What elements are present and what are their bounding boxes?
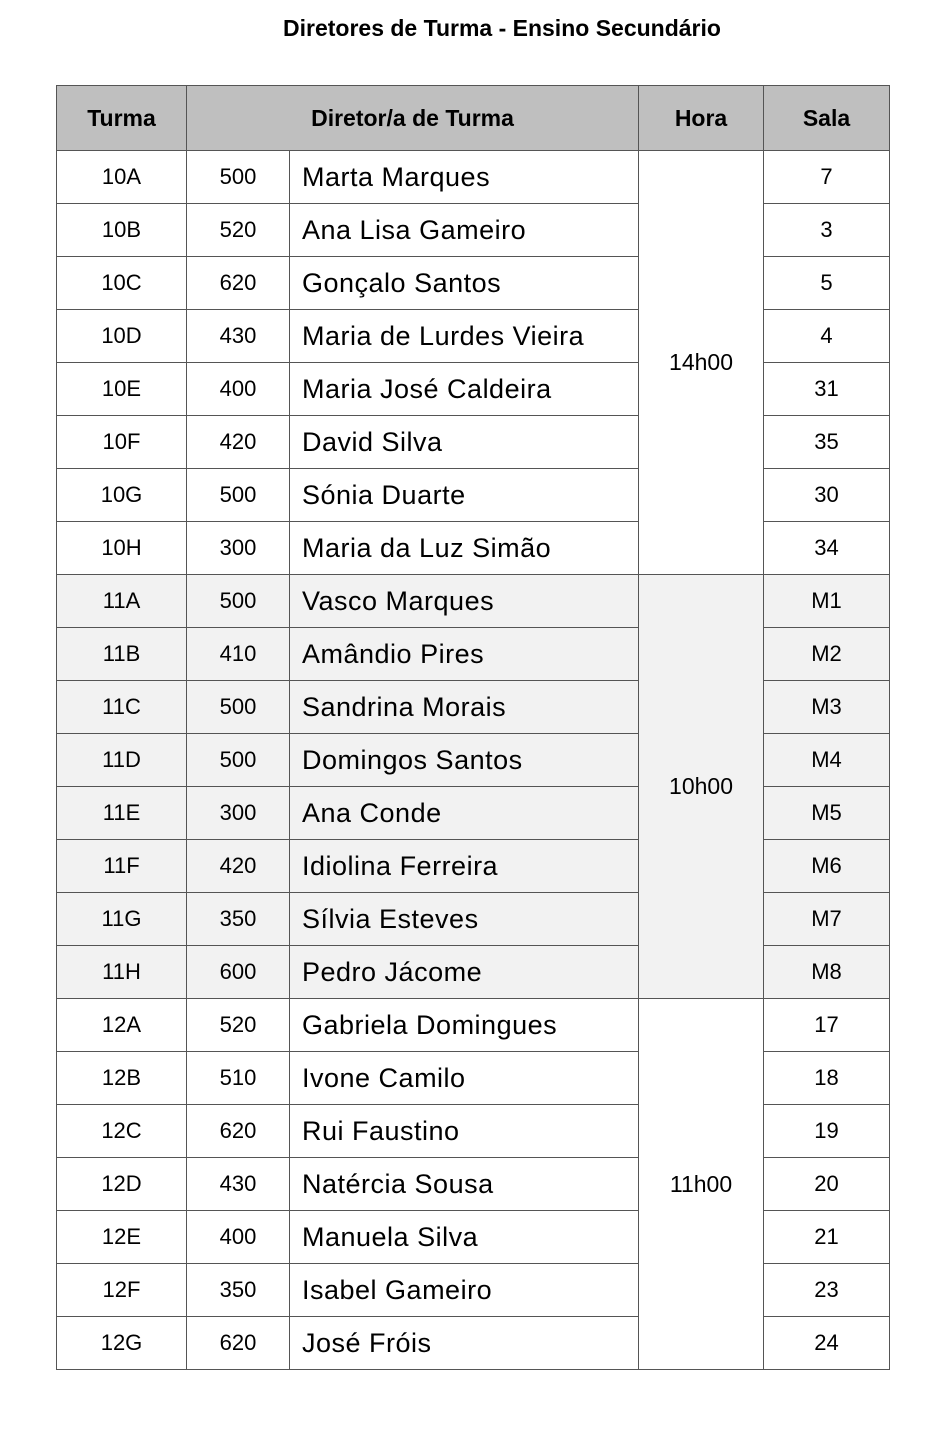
turma-cell: 11E (57, 787, 187, 840)
table-row (57, 1052, 890, 1105)
table-row (57, 363, 890, 416)
numero-cell: 500 (187, 151, 290, 204)
numero-cell: 620 (187, 1317, 290, 1370)
table-row (57, 1105, 890, 1158)
hora-cell: 14h00 (639, 151, 764, 575)
sala-cell: M7 (764, 893, 890, 946)
turma-cell: 10E (57, 363, 187, 416)
diretor-cell: Sónia Duarte (290, 469, 639, 522)
table-row (57, 840, 890, 893)
turma-cell: 12E (57, 1211, 187, 1264)
diretor-cell: José Fróis (290, 1317, 639, 1370)
table-body (57, 151, 890, 1370)
sala-cell: M3 (764, 681, 890, 734)
diretor-cell: Isabel Gameiro (290, 1264, 639, 1317)
table-row (57, 999, 890, 1052)
diretor-cell: Amândio Pires (290, 628, 639, 681)
table-row (57, 257, 890, 310)
table-row (57, 1211, 890, 1264)
sala-cell: 35 (764, 416, 890, 469)
numero-cell: 430 (187, 1158, 290, 1211)
numero-cell: 420 (187, 840, 290, 893)
numero-cell: 350 (187, 1264, 290, 1317)
table-row (57, 416, 890, 469)
table-row (57, 946, 890, 999)
turma-cell: 10A (57, 151, 187, 204)
diretor-cell: Ivone Camilo (290, 1052, 639, 1105)
turma-cell: 10B (57, 204, 187, 257)
hora-cell: 11h00 (639, 999, 764, 1370)
turma-cell: 12F (57, 1264, 187, 1317)
diretor-cell: Sílvia Esteves (290, 893, 639, 946)
numero-cell: 510 (187, 1052, 290, 1105)
turma-cell: 11G (57, 893, 187, 946)
numero-cell: 620 (187, 1105, 290, 1158)
numero-cell: 600 (187, 946, 290, 999)
table-row (57, 893, 890, 946)
turma-cell: 10F (57, 416, 187, 469)
sala-cell: 5 (764, 257, 890, 310)
numero-cell: 430 (187, 310, 290, 363)
diretor-cell: Ana Conde (290, 787, 639, 840)
sala-cell: 17 (764, 999, 890, 1052)
turma-cell: 10D (57, 310, 187, 363)
header-hora: Hora (639, 86, 764, 151)
diretor-cell: Vasco Marques (290, 575, 639, 628)
turma-cell: 12D (57, 1158, 187, 1211)
table-row (57, 787, 890, 840)
sala-cell: 4 (764, 310, 890, 363)
diretor-cell: Maria de Lurdes Vieira (290, 310, 639, 363)
table-row (57, 628, 890, 681)
sala-cell: 7 (764, 151, 890, 204)
diretor-cell: David Silva (290, 416, 639, 469)
numero-cell: 400 (187, 363, 290, 416)
numero-cell: 300 (187, 787, 290, 840)
table-row (57, 575, 890, 628)
sala-cell: 30 (764, 469, 890, 522)
diretor-cell: Manuela Silva (290, 1211, 639, 1264)
table-row (57, 1264, 890, 1317)
numero-cell: 420 (187, 416, 290, 469)
table-row (57, 734, 890, 787)
numero-cell: 400 (187, 1211, 290, 1264)
sala-cell: M5 (764, 787, 890, 840)
turma-cell: 10C (57, 257, 187, 310)
turma-cell: 10G (57, 469, 187, 522)
directors-table (56, 85, 890, 1370)
turma-cell: 11F (57, 840, 187, 893)
header-row (57, 86, 890, 151)
diretor-cell: Rui Faustino (290, 1105, 639, 1158)
diretor-cell: Gabriela Domingues (290, 999, 639, 1052)
turma-cell: 12C (57, 1105, 187, 1158)
table-row (57, 204, 890, 257)
diretor-cell: Maria José Caldeira (290, 363, 639, 416)
table-row (57, 151, 890, 204)
diretor-cell: Idiolina Ferreira (290, 840, 639, 893)
hora-cell: 10h00 (639, 575, 764, 999)
sala-cell: 34 (764, 522, 890, 575)
numero-cell: 520 (187, 204, 290, 257)
numero-cell: 520 (187, 999, 290, 1052)
sala-cell: 3 (764, 204, 890, 257)
sala-cell: M8 (764, 946, 890, 999)
sala-cell: 24 (764, 1317, 890, 1370)
diretor-cell: Marta Marques (290, 151, 639, 204)
turma-cell: 11C (57, 681, 187, 734)
turma-cell: 10H (57, 522, 187, 575)
turma-cell: 12A (57, 999, 187, 1052)
numero-cell: 500 (187, 734, 290, 787)
table-row (57, 469, 890, 522)
turma-cell: 12B (57, 1052, 187, 1105)
header-diretor: Diretor/a de Turma (187, 86, 639, 151)
sala-cell: M6 (764, 840, 890, 893)
numero-cell: 500 (187, 681, 290, 734)
diretor-cell: Ana Lisa Gameiro (290, 204, 639, 257)
sala-cell: 31 (764, 363, 890, 416)
header-turma: Turma (57, 86, 187, 151)
sala-cell: 23 (764, 1264, 890, 1317)
turma-cell: 12G (57, 1317, 187, 1370)
table-row (57, 522, 890, 575)
numero-cell: 620 (187, 257, 290, 310)
diretor-cell: Pedro Jácome (290, 946, 639, 999)
numero-cell: 350 (187, 893, 290, 946)
page-title: Diretores de Turma - Ensino Secundário (283, 15, 721, 41)
sala-cell: M1 (764, 575, 890, 628)
turma-cell: 11A (57, 575, 187, 628)
diretor-cell: Gonçalo Santos (290, 257, 639, 310)
sala-cell: M4 (764, 734, 890, 787)
header-sala: Sala (764, 86, 890, 151)
diretor-cell: Maria da Luz Simão (290, 522, 639, 575)
turma-cell: 11H (57, 946, 187, 999)
sala-cell: 19 (764, 1105, 890, 1158)
table-row (57, 1317, 890, 1370)
sala-cell: 20 (764, 1158, 890, 1211)
numero-cell: 410 (187, 628, 290, 681)
sala-cell: M2 (764, 628, 890, 681)
numero-cell: 500 (187, 469, 290, 522)
diretor-cell: Sandrina Morais (290, 681, 639, 734)
turma-cell: 11B (57, 628, 187, 681)
table-row (57, 1158, 890, 1211)
numero-cell: 300 (187, 522, 290, 575)
sala-cell: 18 (764, 1052, 890, 1105)
diretor-cell: Natércia Sousa (290, 1158, 639, 1211)
table-row (57, 310, 890, 363)
numero-cell: 500 (187, 575, 290, 628)
sala-cell: 21 (764, 1211, 890, 1264)
turma-cell: 11D (57, 734, 187, 787)
table-row (57, 681, 890, 734)
diretor-cell: Domingos Santos (290, 734, 639, 787)
